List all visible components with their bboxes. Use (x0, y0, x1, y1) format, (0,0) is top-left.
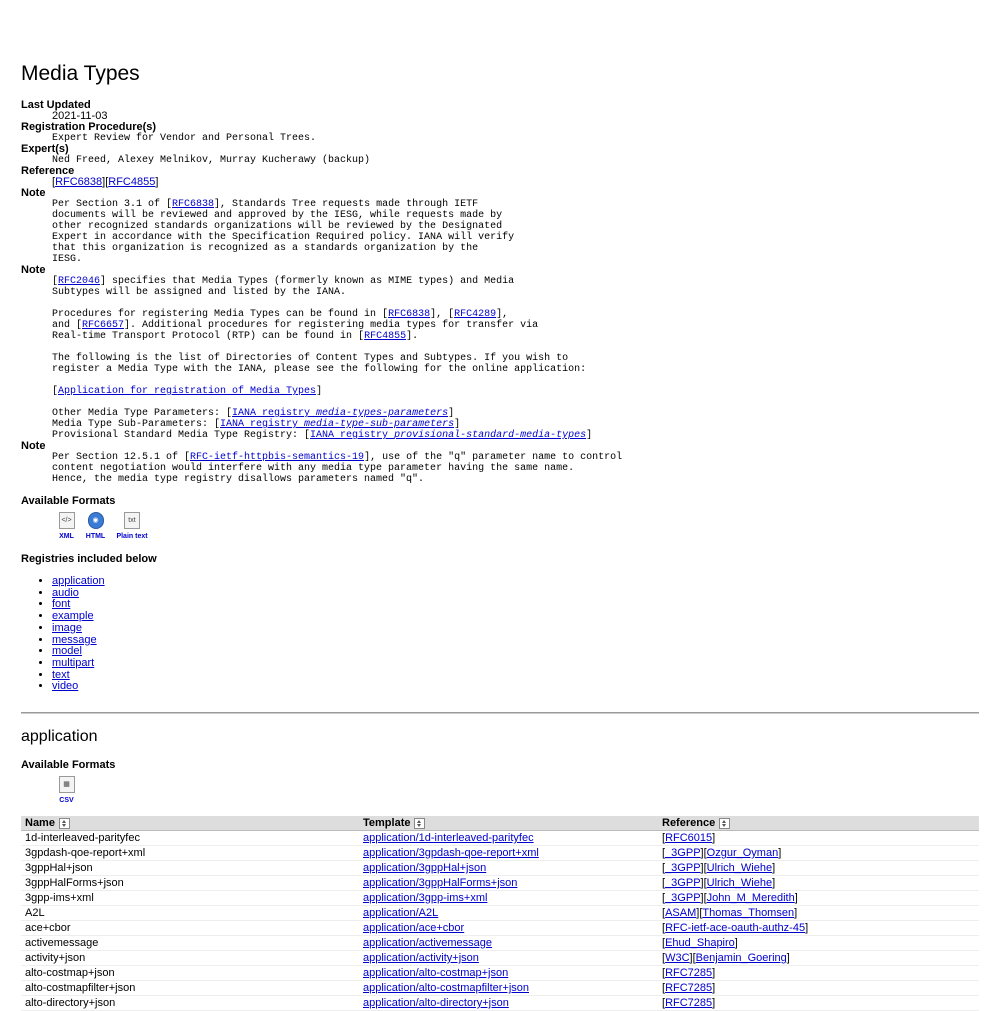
link-text-italic: media-types-parameters (316, 408, 449, 419)
registry-link-text[interactable]: text (52, 668, 70, 681)
reference-link[interactable]: RFC7285 (665, 997, 713, 1009)
column-header-label: Template (363, 817, 411, 829)
reference-label: Reference (21, 165, 75, 177)
last-updated-value: 2021-11-03 (52, 110, 108, 122)
procedure-value: Expert Review for Vendor and Personal Trees. (52, 133, 317, 144)
link-text: IANA registry (232, 408, 317, 419)
note-2 (52, 276, 921, 441)
csv-table-icon: ▦ (59, 776, 75, 793)
provisional-registry-link[interactable] (310, 430, 586, 441)
column-header-template[interactable] (359, 816, 658, 831)
reference-cell: [RFC6015] (658, 831, 979, 846)
note-link-rfc2046[interactable]: RFC2046 (58, 276, 101, 287)
note-link-rfc6657[interactable]: RFC6657 (82, 320, 125, 331)
column-header-reference[interactable] (658, 816, 979, 831)
last-updated-label: Last Updated (21, 99, 91, 111)
note-text: ], and [ (52, 309, 509, 331)
registry-link-message[interactable]: message (52, 633, 97, 646)
reference-link[interactable]: W3C (665, 952, 690, 964)
table-header-row (21, 816, 979, 831)
table-row (21, 996, 979, 1011)
media-type-name: alto-costmapfilter+json (21, 981, 359, 996)
available-formats-label: Available Formats (21, 495, 116, 507)
page-title: Media Types (21, 62, 140, 85)
reference-value: [RFC6838][RFC4855] (52, 176, 159, 188)
table-row (21, 936, 979, 951)
text-format-link[interactable] (110, 512, 154, 540)
procedure-label: Registration Procedure(s) (21, 121, 157, 133)
reference-cell: [RFC7285] (658, 981, 979, 996)
reference-link[interactable]: _3GPP (665, 892, 701, 904)
template-cell (359, 906, 658, 921)
registry-link-video[interactable]: video (52, 680, 79, 693)
template-cell (359, 966, 658, 981)
media-type-name: 3gppHalForms+json (21, 876, 359, 891)
link-text: IANA registry (220, 419, 305, 430)
column-header-name[interactable] (21, 816, 359, 831)
media-type-name: 3gpdash-qoe-report+xml (21, 846, 359, 861)
registry-link-font[interactable]: font (52, 598, 71, 611)
reference-link[interactable]: RFC-ietf-ace-oauth-authz-45 (665, 922, 806, 934)
template-link[interactable]: application/activemessage (363, 937, 493, 949)
registry-link-example[interactable]: example (52, 610, 94, 623)
xml-format-link[interactable] (52, 512, 81, 540)
note-link-rfc4855[interactable]: RFC4855 (364, 331, 407, 342)
template-link[interactable]: application/3gpp-ims+xml (363, 892, 488, 904)
registry-link-multipart[interactable]: multipart (52, 656, 95, 669)
registry-list (21, 576, 921, 693)
list-item (52, 658, 921, 670)
reference-cell: [Ehud_Shapiro] (658, 936, 979, 951)
table-row (21, 891, 979, 906)
section-title: application (21, 728, 98, 745)
link-text-italic: media-type-sub-parameters (304, 419, 455, 430)
media-type-name: 3gppHal+json (21, 861, 359, 876)
list-item (52, 623, 921, 635)
reference-link[interactable]: Ehud_Shapiro (665, 937, 735, 949)
list-item (52, 681, 921, 693)
template-cell (359, 951, 658, 966)
table-row (21, 966, 979, 981)
xml-file-icon: </> (59, 512, 75, 529)
csv-format-links (52, 776, 115, 804)
note-text: ] Other Media Type Parameters: [ (52, 386, 323, 419)
list-item (52, 576, 921, 588)
table-row (21, 921, 979, 936)
note-text: Per Section 3.1 of [ (52, 199, 173, 210)
reference-cell: [_3GPP][Ozgur_Oyman] (658, 846, 979, 861)
reference-link[interactable]: RFC6015 (665, 832, 713, 844)
registry-link-application[interactable]: application (52, 575, 105, 587)
template-link[interactable]: application/3gppHal+json (363, 862, 487, 874)
table-row (21, 846, 979, 861)
reference-cell: [_3GPP][Ulrich_Wiehe] (658, 876, 979, 891)
media-types-table (21, 816, 979, 1011)
template-link[interactable]: application/3gppHalForms+json (363, 877, 518, 889)
sort-icon[interactable] (719, 818, 730, 829)
reference-link[interactable]: Benjamin_Goering (695, 952, 787, 964)
link-text: IANA registry (310, 430, 395, 441)
note-label: Note (21, 440, 46, 452)
note-1 (52, 199, 921, 265)
reference-link[interactable]: ASAM (665, 907, 697, 919)
media-type-name: alto-costmap+json (21, 966, 359, 981)
xml-format-label: XML (59, 533, 74, 540)
note-text: ] (586, 430, 593, 441)
reference-link[interactable]: _3GPP (665, 847, 701, 859)
reference-link[interactable]: RFC7285 (665, 967, 713, 979)
template-cell (359, 981, 658, 996)
note-text: ] Media Type Sub-Parameters: [ (52, 408, 455, 430)
experts-value: Ned Freed, Alexey Melnikov, Murray Kucherawy (backup) (52, 155, 371, 166)
text-file-icon: txt (124, 512, 140, 529)
note-label: Note (21, 264, 46, 276)
media-type-name: 3gpp-ims+xml (21, 891, 359, 906)
template-cell (359, 846, 658, 861)
list-item (52, 599, 921, 611)
note-link-httpbis[interactable]: RFC-ietf-httpbis-semantics-19 (190, 452, 365, 463)
registry-metadata (21, 100, 921, 693)
template-cell (359, 831, 658, 846)
csv-format-label: CSV (59, 797, 74, 804)
list-item (52, 611, 921, 623)
reference-link[interactable]: Thomas_Thomsen (702, 907, 795, 919)
registry-link-image[interactable]: image (52, 621, 82, 634)
template-link[interactable]: application/1d-interleaved-parityfec (363, 832, 534, 844)
note-text: [ (52, 276, 59, 287)
note-text: ], Standards Tree requests made through IETF documents will be reviewed and approved by the IESG, while requests made by other recognized standards organizations will be reviewed by the Designated Expert in accordance with the Specification Required policy. IANA will verify that this organization is recognized as a standards organization by the IESG. (52, 199, 515, 265)
reference-cell: [RFC-ietf-ace-oauth-authz-45] (658, 921, 979, 936)
list-item (52, 646, 921, 658)
media-type-name: activemessage (21, 936, 359, 951)
media-type-sub-parameters-link[interactable] (220, 419, 454, 430)
registry-link-model[interactable]: model (52, 645, 82, 658)
template-cell (359, 861, 658, 876)
reference-link[interactable]: Ozgur_Oyman (706, 847, 779, 859)
section-formats (21, 759, 115, 804)
reference-link-rfc4855[interactable]: RFC4855 (108, 176, 156, 188)
reference-link[interactable]: John_M_Meredith (706, 892, 795, 904)
media-type-name: activity+json (21, 951, 359, 966)
media-type-name: A2L (21, 906, 359, 921)
table-row (21, 906, 979, 921)
list-item (52, 588, 921, 600)
column-header-label: Name (25, 817, 55, 829)
html-format-label: HTML (85, 533, 106, 540)
template-link[interactable]: application/alto-costmapfilter+json (363, 982, 530, 994)
table-row (21, 831, 979, 846)
reference-cell: [W3C][Benjamin_Goering] (658, 951, 979, 966)
note-3 (52, 452, 921, 485)
note-text: ]. The following is the list of Directories of Content Types and Subtypes. If you wish to register a Media Type with the IANA, please see the following for the online application: [ (52, 331, 587, 397)
reference-link[interactable]: _3GPP (665, 862, 701, 874)
reference-cell: [ASAM][Thomas_Thomsen] (658, 906, 979, 921)
template-cell (359, 936, 658, 951)
reference-cell: [_3GPP][John_M_Meredith] (658, 891, 979, 906)
column-header-label: Reference (662, 817, 716, 829)
note-text: ], [ (430, 309, 455, 320)
table-row (21, 861, 979, 876)
sort-icon[interactable] (414, 818, 425, 829)
registry-link-audio[interactable]: audio (52, 586, 79, 599)
note-text: ] Provisional Standard Media Type Registry: [ (52, 419, 461, 441)
table-row (21, 981, 979, 996)
template-cell (359, 891, 658, 906)
registries-label: Registries included below (21, 553, 157, 565)
template-link[interactable]: application/ace+cbor (363, 922, 465, 934)
note-link-rfc6838[interactable]: RFC6838 (388, 309, 431, 320)
note-label: Note (21, 187, 46, 199)
template-link[interactable]: application/alto-costmap+json (363, 967, 509, 979)
note-text: ], use of the "q" parameter name to control content negotiation would interfere with any media type parameter having the same name. Hence, the media type registry disallows parameters named "q". (52, 452, 623, 485)
section-formats-label: Available Formats (21, 759, 116, 771)
template-link[interactable]: application/activity+json (363, 952, 479, 964)
reference-cell: [RFC7285] (658, 966, 979, 981)
template-cell (359, 921, 658, 936)
template-cell (359, 876, 658, 891)
csv-format-link[interactable] (52, 776, 81, 804)
reference-cell: [_3GPP][Ulrich_Wiehe] (658, 861, 979, 876)
table-row (21, 876, 979, 891)
text-format-label: Plain text (116, 533, 148, 540)
reference-link[interactable]: Ulrich_Wiehe (706, 862, 773, 874)
note-text: ] specifies that Media Types (formerly known as MIME types) and Media Subtypes will be assigned and listed by the IANA. Procedures for registering Media Types can be found in [ (52, 276, 515, 320)
note-text: ]. Additional procedures for registering media types for transfer via Real-time Transport Protocol (RTP) can be found in [ (52, 320, 539, 342)
note-text: Per Section 12.5.1 of [ (52, 452, 191, 463)
experts-label: Expert(s) (21, 143, 69, 155)
template-link[interactable]: application/alto-directory+json (363, 997, 509, 1009)
template-link[interactable]: application/3gpdash-qoe-report+xml (363, 847, 539, 859)
note-link-rfc4289[interactable]: RFC4289 (454, 309, 497, 320)
template-cell (359, 996, 658, 1011)
application-registration-link[interactable]: Application for registration of Media Types (58, 386, 317, 397)
media-type-name: alto-directory+json (21, 996, 359, 1011)
reference-link[interactable]: Ulrich_Wiehe (706, 877, 773, 889)
media-types-parameters-link[interactable] (232, 408, 448, 419)
html-globe-icon: ◉ (88, 512, 104, 529)
reference-link[interactable]: _3GPP (665, 877, 701, 889)
sort-icon[interactable] (59, 818, 70, 829)
template-link[interactable]: application/A2L (363, 907, 439, 919)
table-row (21, 951, 979, 966)
link-text-italic: provisional-standard-media-types (394, 430, 587, 441)
list-item (52, 670, 921, 682)
reference-cell: [RFC7285] (658, 996, 979, 1011)
format-links (52, 512, 921, 540)
section-divider (21, 712, 979, 714)
list-item (52, 635, 921, 647)
media-type-name: ace+cbor (21, 921, 359, 936)
html-format-link[interactable] (81, 512, 110, 540)
media-type-name: 1d-interleaved-parityfec (21, 831, 359, 846)
reference-link-rfc6838[interactable]: RFC6838 (55, 176, 103, 188)
reference-link[interactable]: RFC7285 (665, 982, 713, 994)
note-link-rfc6838[interactable]: RFC6838 (172, 199, 215, 210)
